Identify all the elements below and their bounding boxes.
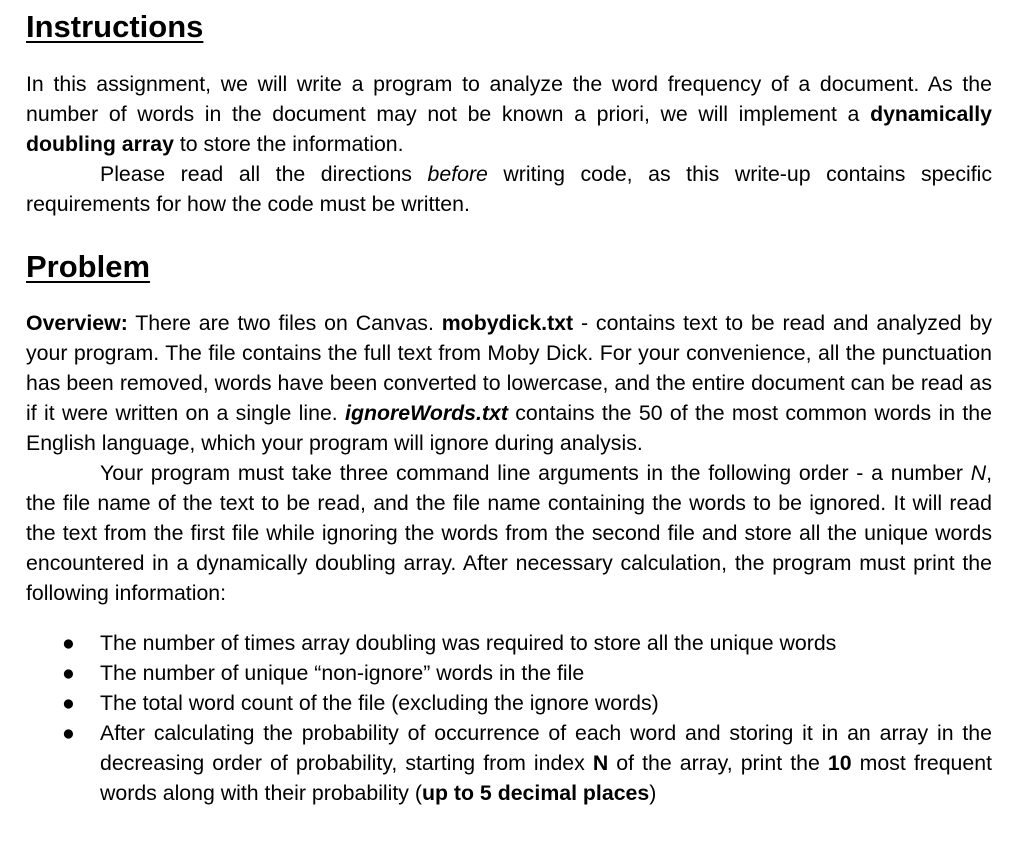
ignorewords-filename: ignoreWords.txt <box>345 401 508 425</box>
mobydick-filename: mobydick.txt <box>441 311 574 335</box>
bullet-icon: ● <box>62 721 75 745</box>
top-count: 10 <box>827 751 852 775</box>
n-variable: N <box>970 461 987 485</box>
output-requirements-list <box>26 628 992 808</box>
instructions-heading: Instructions <box>26 9 204 44</box>
before-emphasis: before <box>427 162 488 186</box>
overview-paragraph: Overview: There are two files on Canvas. mobydick.txt - contains text to be read and analyzed by your program. The file contains the full text from Moby Dick. For your convenience, all the punctuation has been removed, words have been converted to lowercase, and the entire document can be read as if it were written on a single line. ignoreWords.txt contains the 50 of the most common words in the English language, which your program will ignore during analysis. <box>26 311 992 455</box>
intro-paragraph: In this assignment, we will write a program to analyze the word frequency of a document. As the number of words in the document may not be known a priori, we will implement a dynamically doubling array to store the information. <box>26 72 992 156</box>
index-n: N <box>592 751 609 775</box>
directions-paragraph: Please read all the directions before writing code, as this write-up contains specific requirements for how the code must be written. <box>26 162 993 216</box>
bullet-icon: ● <box>62 661 75 685</box>
list-item: ● After calculating the probability of occurrence of each word and storing it in an array in the decreasing order of probability, starting from index N of the array, print the 10 most frequent words along with their probability (up to 5 decimal places) <box>26 718 992 808</box>
dynamic-array-term: dynamically doubling array <box>26 102 992 156</box>
list-item: ● The number of unique “non-ignore” words in the file <box>26 658 992 688</box>
list-item: ● The number of times array doubling was required to store all the unique words <box>26 628 992 658</box>
list-item: ● The total word count of the file (excluding the ignore words) <box>26 688 992 718</box>
precision-note: up to 5 decimal places <box>421 781 650 805</box>
bullet-icon: ● <box>62 691 75 715</box>
arguments-paragraph: Your program must take three command line arguments in the following order - a number N, the file name of the text to be read, and the file name containing the words to be ignored. It will read the text from the first file while ignoring the words from the second file and store all the unique words encountered in a dynamically doubling array. After necessary calculation, the program must print the following information: <box>26 461 992 605</box>
overview-label: Overview: <box>26 311 128 335</box>
bullet-icon: ● <box>62 631 75 655</box>
problem-heading: Problem <box>26 249 151 284</box>
